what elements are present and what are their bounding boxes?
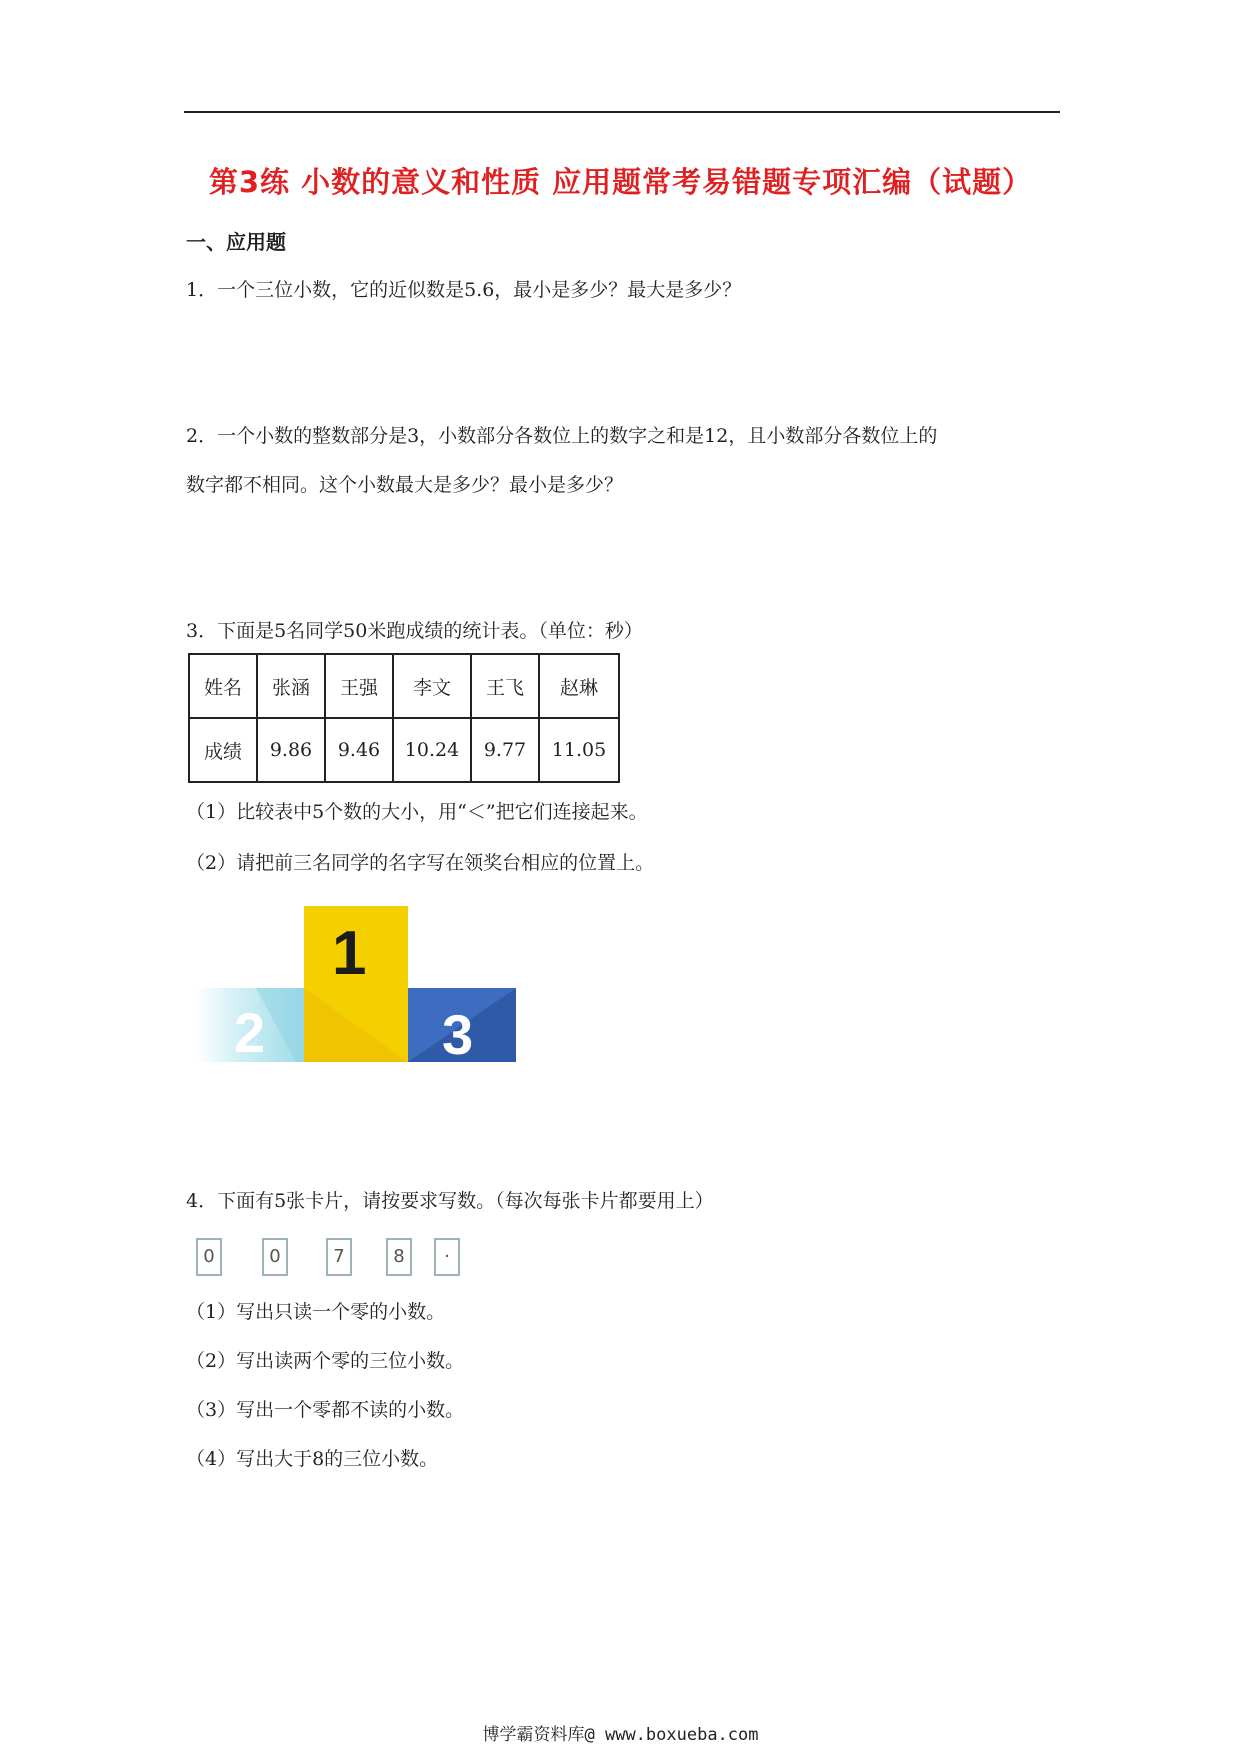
- question-4-sub-1: （1）写出只读一个零的小数。: [186, 1301, 446, 1323]
- score-cell: 10.24: [393, 718, 471, 782]
- section-heading: 一、应用题: [186, 230, 286, 254]
- top-rule: [184, 111, 1060, 113]
- table-row: [189, 718, 619, 782]
- question-1: 1．一个三位小数，它的近似数是5.6，最小是多少？最大是多少？: [186, 279, 742, 301]
- name-cell: 王强: [325, 654, 393, 718]
- score-cell: 9.86: [257, 718, 325, 782]
- page-title: 第3练 小数的意义和性质 应用题常考易错题专项汇编（试题）: [208, 165, 1033, 199]
- question-4-sub-2: （2）写出读两个零的三位小数。: [186, 1350, 465, 1372]
- name-cell: 李文: [393, 654, 471, 718]
- question-4-intro: 4．下面有5张卡片，请按要求写数。（每次每张卡片都要用上）: [186, 1190, 714, 1212]
- podium-first-number: 1: [332, 919, 367, 988]
- score-cell: 9.77: [471, 718, 539, 782]
- score-cell: 9.46: [325, 718, 393, 782]
- number-card: 7: [326, 1238, 352, 1276]
- question-4-sub-3: （3）写出一个零都不读的小数。: [186, 1399, 465, 1421]
- question-3-intro: 3．下面是5名同学50米跑成绩的统计表。（单位：秒）: [186, 620, 643, 642]
- footer-watermark: 博学霸资料库@ www.boxueba.com: [482, 1725, 759, 1745]
- score-cell: 11.05: [539, 718, 619, 782]
- decimal-point-card: ·: [434, 1238, 460, 1276]
- name-cell: 王飞: [471, 654, 539, 718]
- question-2-line-1: 2．一个小数的整数部分是3，小数部分各数位上的数字之和是12，且小数部分各数位上的: [186, 425, 938, 447]
- number-card: 0: [262, 1238, 288, 1276]
- table-header-label: 姓名: [189, 654, 257, 718]
- table-row: [189, 654, 619, 718]
- number-card: 8: [386, 1238, 412, 1276]
- question-4-sub-4: （4）写出大于8的三位小数。: [186, 1448, 439, 1470]
- question-3-sub-2: （2）请把前三名同学的名字写在领奖台相应的位置上。: [186, 852, 655, 874]
- question-3-sub-1: （1）比较表中5个数的大小，用“＜”把它们连接起来。: [186, 801, 648, 823]
- podium-illustration: [196, 906, 526, 1068]
- number-card: 0: [196, 1238, 222, 1276]
- podium-third-number: 3: [442, 1003, 474, 1066]
- name-cell: 赵琳: [539, 654, 619, 718]
- score-table: [188, 653, 620, 783]
- table-row-label: 成绩: [189, 718, 257, 782]
- name-cell: 张涵: [257, 654, 325, 718]
- podium-second-number: 2: [234, 1001, 266, 1064]
- question-2-line-2: 数字都不相同。这个小数最大是多少？最小是多少？: [186, 474, 624, 496]
